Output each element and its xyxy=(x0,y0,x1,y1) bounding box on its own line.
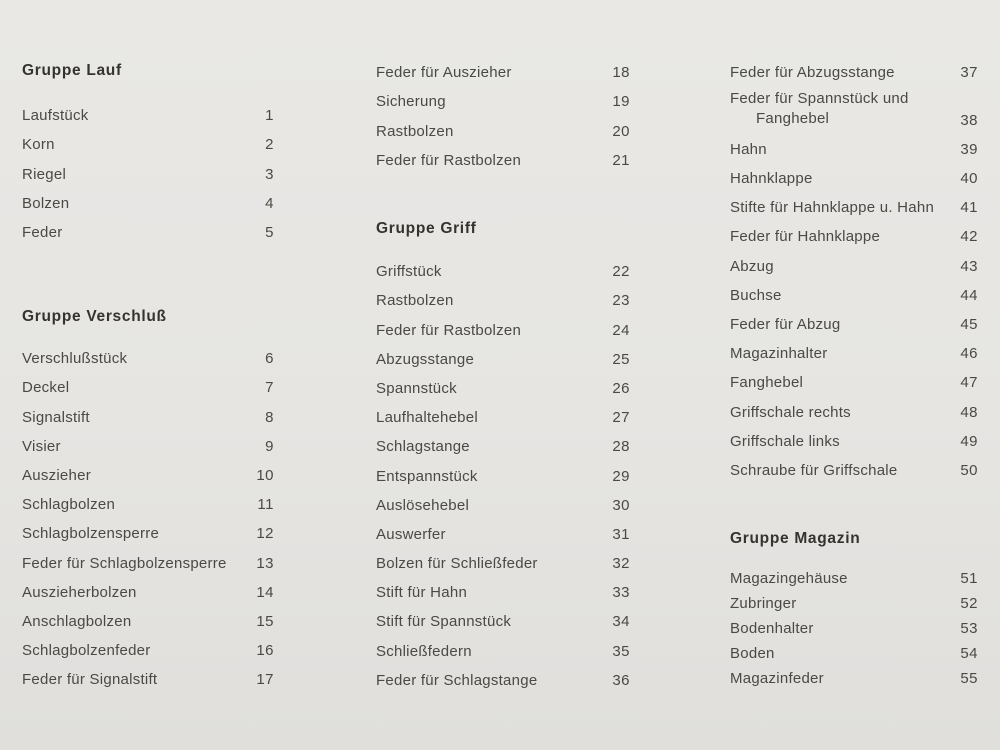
item-label: Feder für Signalstift xyxy=(22,671,158,689)
list-item xyxy=(376,661,630,690)
item-number: 41 xyxy=(960,199,978,217)
item-label: Magazinhalter xyxy=(730,345,828,363)
item-label: Korn xyxy=(22,136,55,154)
item-label: Deckel xyxy=(22,379,70,397)
list-item xyxy=(376,602,630,631)
list-item xyxy=(376,310,630,339)
item-number: 34 xyxy=(612,613,630,631)
item-label: Hahn xyxy=(730,140,767,158)
item-number: 50 xyxy=(960,461,978,479)
list-item xyxy=(376,631,630,660)
item-number: 15 xyxy=(256,612,274,630)
group-items xyxy=(730,563,978,688)
list-item xyxy=(376,486,630,515)
list-item xyxy=(22,427,274,456)
list-item xyxy=(376,427,630,456)
item-label: Bolzen xyxy=(22,194,70,212)
item-number: 14 xyxy=(256,583,274,601)
list-item xyxy=(22,631,274,660)
item-number: 45 xyxy=(960,316,978,333)
item-number: 26 xyxy=(612,379,630,397)
item-label: Laufstück xyxy=(22,107,89,125)
item-number: 43 xyxy=(960,257,978,275)
item-label: Buchse xyxy=(730,286,782,304)
item-number: 18 xyxy=(612,64,630,82)
list-item xyxy=(730,334,978,363)
group-heading: Gruppe Griff xyxy=(376,220,477,237)
item-number: 52 xyxy=(960,595,978,612)
item-number: 10 xyxy=(256,466,274,484)
parts-column-right xyxy=(730,0,978,750)
item-label: Fanghebel xyxy=(730,374,804,392)
list-item xyxy=(376,544,630,573)
item-label: Auswerfer xyxy=(376,525,446,543)
parts-column-middle xyxy=(376,0,630,750)
list-item xyxy=(22,485,274,514)
item-label: Verschlußstück xyxy=(22,350,128,368)
item-label: Feder für Abzug xyxy=(730,316,841,333)
list-item xyxy=(376,456,630,485)
item-label: Feder für Rastbolzen xyxy=(376,321,522,339)
item-number: 25 xyxy=(612,350,630,368)
list-item xyxy=(376,82,630,111)
list-item xyxy=(376,281,630,310)
parts-column-left xyxy=(22,0,274,750)
item-number: 30 xyxy=(612,496,630,514)
item-label: Feder für Auszieher xyxy=(376,64,512,82)
item-label: Feder xyxy=(22,223,63,241)
item-label: Feder für Schlagbolzensperre xyxy=(22,554,227,572)
item-label: Feder für Rastbolzen xyxy=(376,151,522,169)
list-item xyxy=(730,159,978,188)
list-item xyxy=(730,588,978,613)
list-item xyxy=(376,252,630,281)
item-label: Stifte für Hahnklappe u. Hahn xyxy=(730,199,935,217)
group-heading: Gruppe Lauf xyxy=(22,62,122,79)
item-number: 2 xyxy=(265,136,274,154)
list-item xyxy=(22,456,274,485)
item-label: Sicherung xyxy=(376,93,446,111)
group-items xyxy=(22,96,274,242)
item-label xyxy=(730,89,909,130)
item-number: 6 xyxy=(265,350,274,368)
item-number: 31 xyxy=(612,525,630,543)
list-item xyxy=(730,392,978,421)
item-label: Schlagbolzenfeder xyxy=(22,642,151,660)
item-number: 36 xyxy=(612,671,630,689)
list-item xyxy=(730,276,978,305)
item-number: 46 xyxy=(960,345,978,363)
group-items xyxy=(376,252,630,690)
list-item xyxy=(22,154,274,183)
item-number: 37 xyxy=(960,64,978,82)
list-item xyxy=(22,368,274,397)
item-label: Schließfedern xyxy=(376,642,472,660)
item-number: 49 xyxy=(960,432,978,450)
item-number: 22 xyxy=(612,263,630,281)
list-item xyxy=(730,638,978,663)
list-item xyxy=(730,451,978,480)
list-item xyxy=(730,188,978,217)
item-label: Schlagbolzen xyxy=(22,496,116,514)
item-label: Bolzen für Schließfeder xyxy=(376,555,538,573)
item-label: Riegel xyxy=(22,165,67,183)
list-item xyxy=(376,53,630,82)
list-item xyxy=(730,613,978,638)
item-label: Bodenhalter xyxy=(730,620,814,637)
list-item xyxy=(22,514,274,543)
item-label: Feder für Schlagstange xyxy=(376,671,538,689)
list-item xyxy=(730,82,978,130)
item-number: 39 xyxy=(960,140,978,158)
item-number: 33 xyxy=(612,584,630,602)
item-label: Griffstück xyxy=(376,263,442,281)
item-label: Schraube für Griffschale xyxy=(730,461,898,479)
item-label: Entspannstück xyxy=(376,467,478,485)
list-item xyxy=(376,111,630,140)
list-item xyxy=(730,246,978,275)
item-number: 35 xyxy=(612,642,630,660)
item-number: 3 xyxy=(265,165,274,183)
list-item xyxy=(730,130,978,159)
list-item xyxy=(730,422,978,451)
item-number: 19 xyxy=(612,93,630,111)
item-number: 29 xyxy=(612,467,630,485)
item-number: 51 xyxy=(960,570,978,587)
item-number: 48 xyxy=(960,403,978,421)
list-item xyxy=(376,515,630,544)
item-number: 44 xyxy=(960,286,978,304)
list-item xyxy=(730,663,978,688)
item-number: 1 xyxy=(265,107,274,125)
item-label: Griffschale rechts xyxy=(730,403,851,421)
list-item xyxy=(22,660,274,689)
list-item xyxy=(376,340,630,369)
item-label: Hahnklappe xyxy=(730,170,813,188)
item-number: 21 xyxy=(612,151,630,169)
list-item xyxy=(730,563,978,588)
item-label: Zubringer xyxy=(730,595,797,612)
list-item xyxy=(22,96,274,125)
item-label: Abzugsstange xyxy=(376,350,475,368)
item-label: Anschlagbolzen xyxy=(22,612,132,630)
item-number: 32 xyxy=(612,555,630,573)
item-label: Boden xyxy=(730,645,775,662)
list-item xyxy=(22,184,274,213)
group-items xyxy=(730,53,978,480)
item-number: 13 xyxy=(256,554,274,572)
item-label: Rastbolzen xyxy=(376,122,454,140)
item-number: 5 xyxy=(265,223,274,241)
list-item xyxy=(22,213,274,242)
item-number: 17 xyxy=(256,671,274,689)
list-item xyxy=(22,602,274,631)
item-number: 47 xyxy=(960,374,978,392)
item-label: Signalstift xyxy=(22,408,90,426)
item-number: 54 xyxy=(960,645,978,662)
item-number: 23 xyxy=(612,292,630,310)
item-number: 20 xyxy=(612,122,630,140)
list-item xyxy=(376,141,630,170)
item-label: Magazingehäuse xyxy=(730,570,848,587)
list-item xyxy=(22,125,274,154)
item-number: 38 xyxy=(960,111,978,129)
group-heading: Gruppe Verschluß xyxy=(22,308,167,325)
item-label: Stift für Hahn xyxy=(376,584,468,602)
item-number: 27 xyxy=(612,409,630,427)
item-number: 11 xyxy=(257,496,274,514)
item-number: 9 xyxy=(265,437,274,455)
item-label: Laufhaltehebel xyxy=(376,409,478,427)
item-label: Magazinfeder xyxy=(730,670,824,687)
item-label: Schlagbolzensperre xyxy=(22,525,160,543)
item-number: 8 xyxy=(265,408,274,426)
item-label: Visier xyxy=(22,437,61,455)
item-label: Abzug xyxy=(730,257,774,275)
item-label-line1: Feder für Spannstück und xyxy=(730,89,909,107)
item-label-line2: Fanghebel xyxy=(756,110,830,128)
item-number: 12 xyxy=(256,525,274,543)
item-label: Feder für Abzugsstange xyxy=(730,64,895,82)
item-number: 28 xyxy=(612,438,630,456)
list-item xyxy=(22,397,274,426)
list-item xyxy=(730,363,978,392)
item-label: Auszieher xyxy=(22,466,91,484)
list-item xyxy=(376,398,630,427)
list-item xyxy=(22,543,274,572)
item-label: Spannstück xyxy=(376,379,457,397)
item-label: Stift für Spannstück xyxy=(376,613,512,631)
item-number: 24 xyxy=(612,321,630,339)
item-number: 4 xyxy=(265,194,274,212)
item-label: Griffschale links xyxy=(730,432,840,450)
item-label: Rastbolzen xyxy=(376,292,454,310)
item-number: 53 xyxy=(960,620,978,637)
item-label: Auszieherbolzen xyxy=(22,583,137,601)
item-number: 7 xyxy=(265,379,274,397)
list-item xyxy=(730,53,978,82)
item-number: 16 xyxy=(256,642,274,660)
list-item xyxy=(376,369,630,398)
list-item xyxy=(22,573,274,602)
list-item xyxy=(22,339,274,368)
group-items xyxy=(376,53,630,170)
group-items xyxy=(22,339,274,689)
group-heading: Gruppe Magazin xyxy=(730,530,861,547)
item-label: Schlagstange xyxy=(376,438,470,456)
list-item xyxy=(730,217,978,246)
item-number: 42 xyxy=(960,228,978,246)
item-label: Auslösehebel xyxy=(376,496,470,514)
list-item xyxy=(376,573,630,602)
item-label: Feder für Hahnklappe xyxy=(730,228,881,246)
list-item xyxy=(730,305,978,334)
item-number: 55 xyxy=(960,670,978,687)
item-number: 40 xyxy=(960,170,978,188)
